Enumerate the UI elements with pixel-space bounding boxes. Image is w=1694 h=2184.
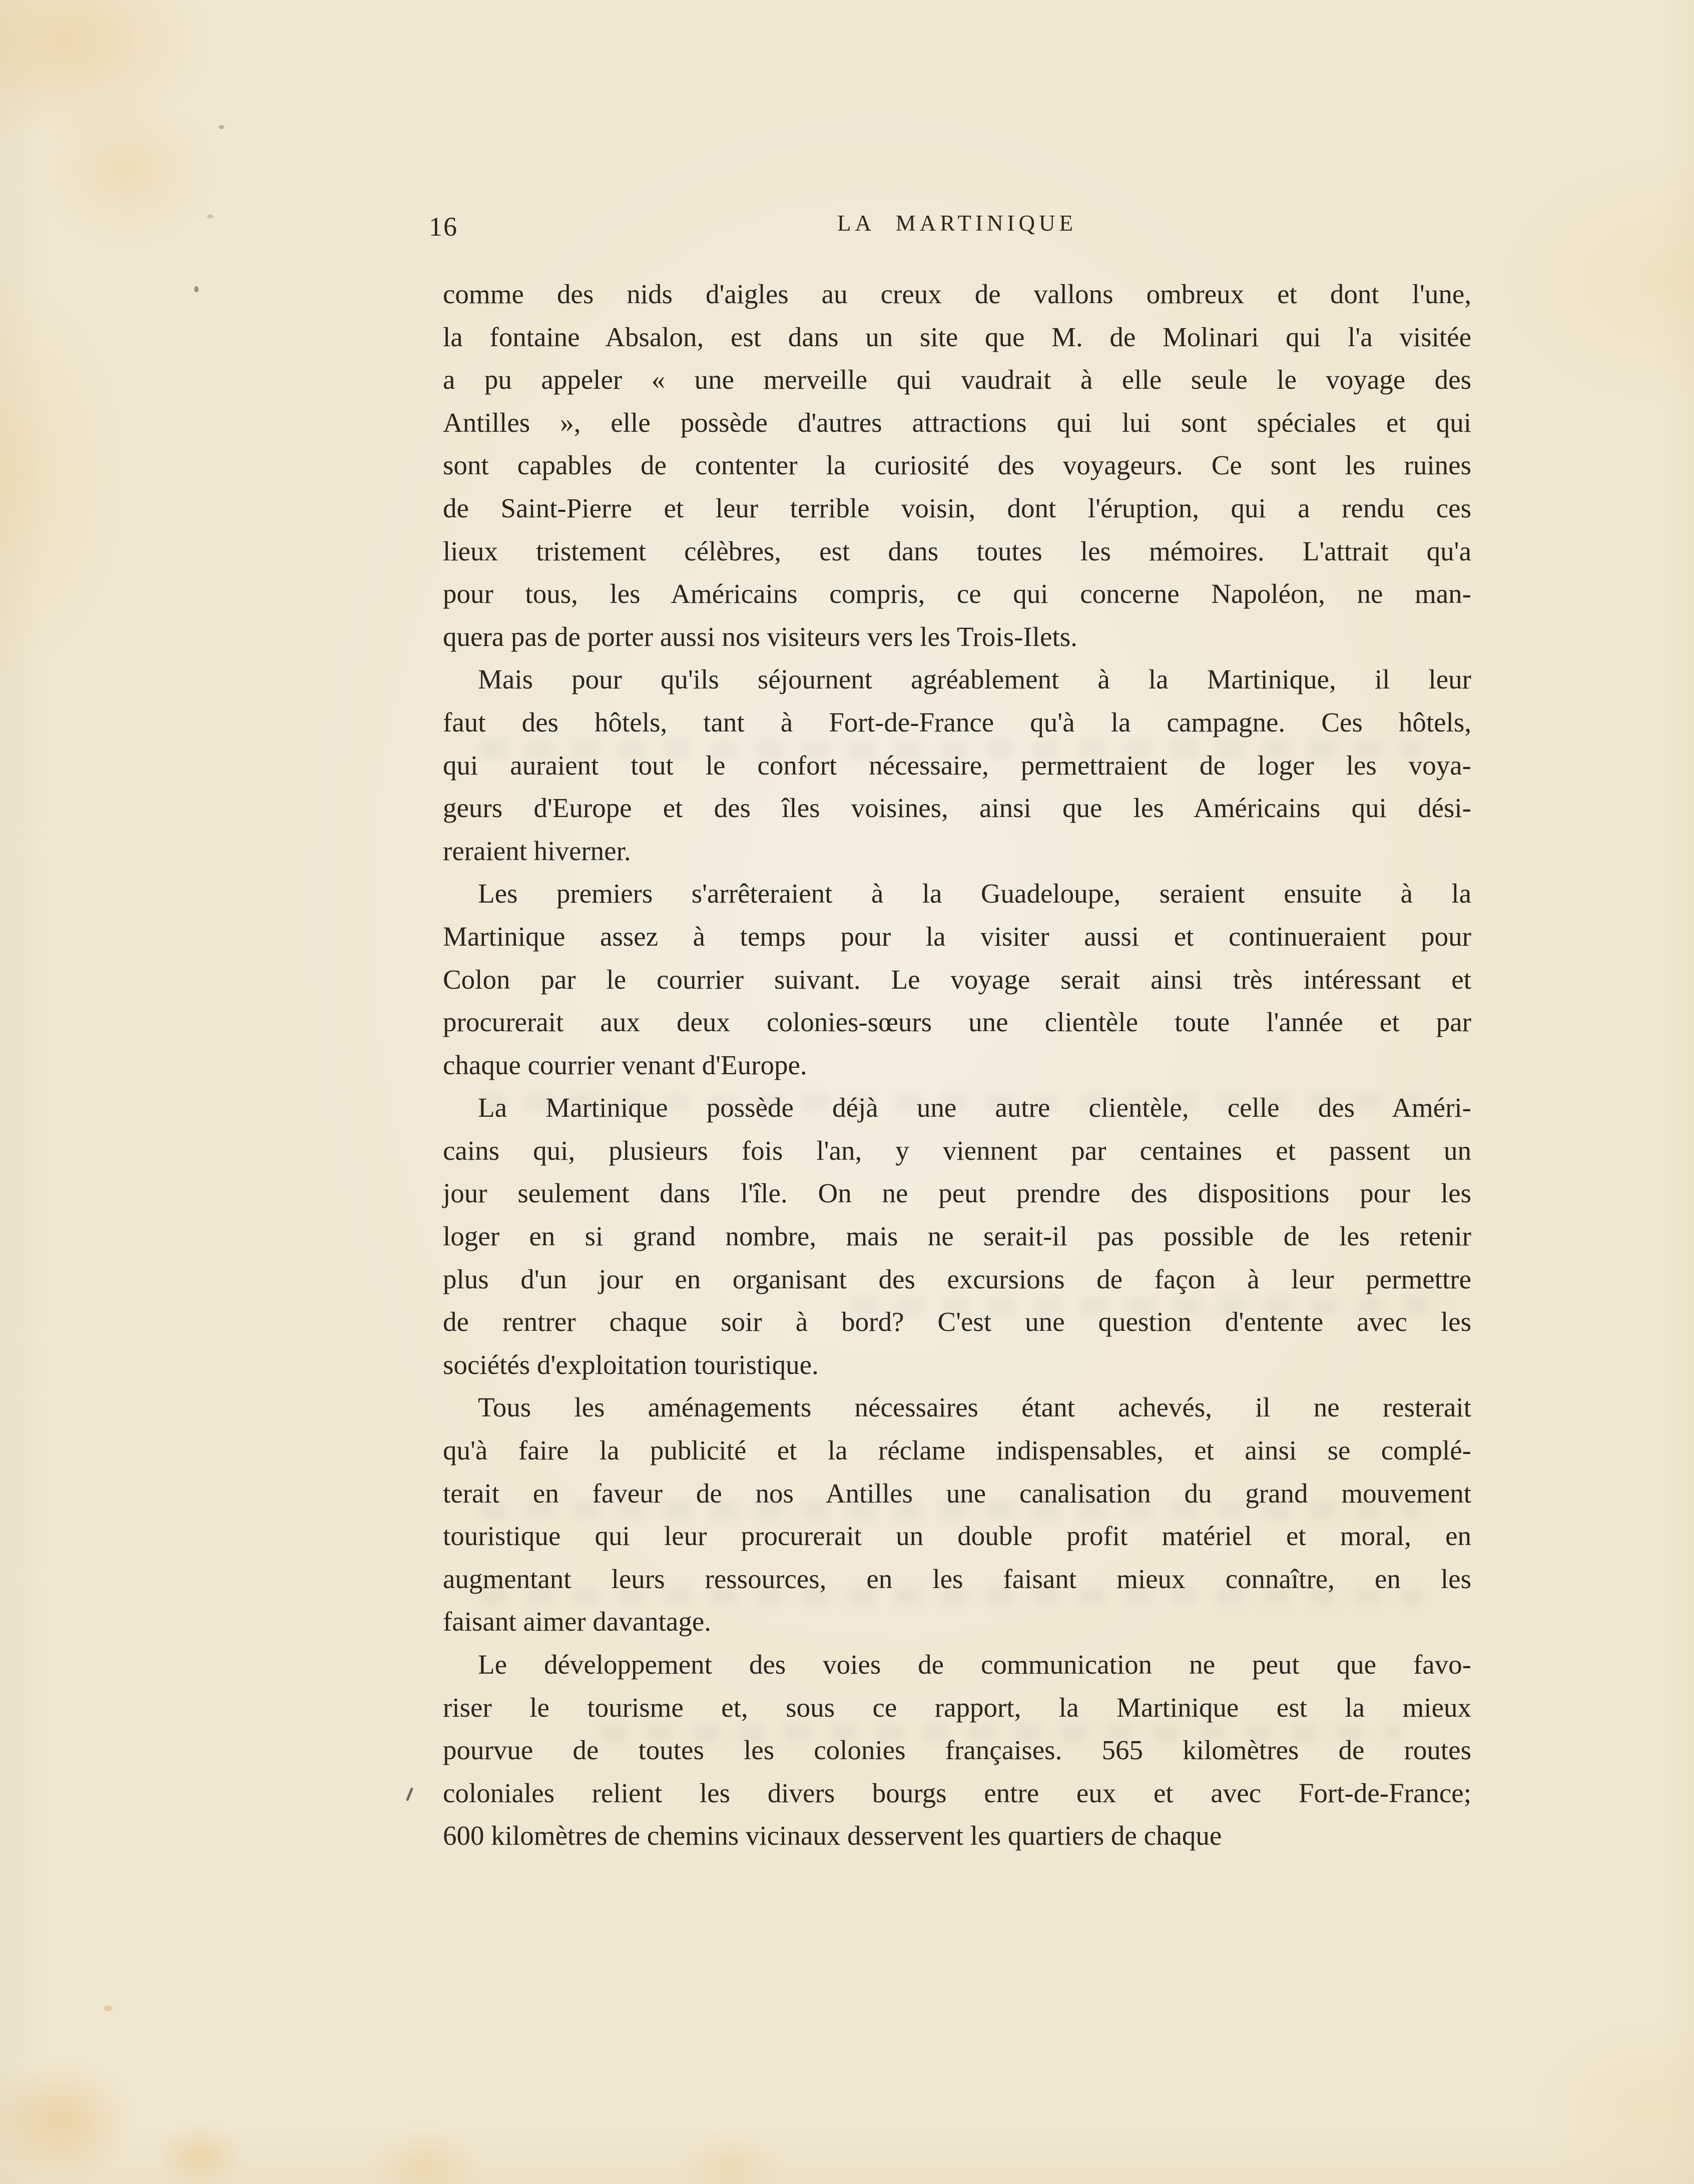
text-line: reraient hiverner. <box>443 835 631 866</box>
page-header <box>429 210 1471 250</box>
paragraph <box>443 658 1471 872</box>
text-line: augmentant leurs ressources, en les faisant mieux connaître, en les <box>443 1563 1471 1594</box>
text-line: chaque courrier venant d'Europe. <box>443 1049 807 1080</box>
paragraph <box>443 1643 1471 1857</box>
paragraph <box>443 1386 1471 1643</box>
text-line: lieux tristement célèbres, est dans toutes les mémoires. L'attrait qu'a <box>443 535 1471 566</box>
paragraph <box>443 1086 1471 1386</box>
text-line: la fontaine Absalon, est dans un site que M. de Molinari qui l'a visitée <box>443 321 1471 352</box>
paper-speck <box>406 1787 413 1801</box>
text-line: quera pas de porter aussi nos visiteurs vers les Trois-Ilets. <box>443 621 1077 652</box>
text-line: pourvue de toutes les colonies françaises. 565 kilomètres de routes <box>443 1735 1471 1766</box>
text-line: geurs d'Europe et des îles voisines, ainsi que les Américains qui dési- <box>443 793 1471 824</box>
text-line: sont capables de contenter la curiosité des voyageurs. Ce sont les ruines <box>443 450 1471 481</box>
text-line: sociétés d'exploitation touristique. <box>443 1349 819 1380</box>
paper-speck <box>207 214 213 219</box>
text-line: de Saint-Pierre et leur terrible voisin, dont l'éruption, qui a rendu ces <box>443 492 1471 523</box>
text-line: Tous les aménagements nécessaires étant achevés, il ne resterait <box>478 1392 1471 1423</box>
page-number: 16 <box>429 212 458 242</box>
text-line: plus d'un jour en organisant des excursions de façon à leur permettre <box>443 1263 1471 1294</box>
text-line: comme des nids d'aigles au creux de vallons ombreux et dont l'une, <box>443 279 1471 309</box>
text-line: jour seulement dans l'île. On ne peut prendre des dispositions pour les <box>443 1178 1471 1209</box>
text-line: faisant aimer davantage. <box>443 1606 711 1637</box>
text-line: touristique qui leur procurerait un double profit matériel et moral, en <box>443 1521 1471 1552</box>
text-line: faut des hôtels, tant à Fort-de-France qu'à la campagne. Ces hôtels, <box>443 706 1471 738</box>
text-line: terait en faveur de nos Antilles une canalisation du grand mouvement <box>443 1478 1471 1509</box>
text-line: a pu appeler « une merveille qui vaudrait à elle seule le voyage des <box>443 364 1471 395</box>
running-title: LA MARTINIQUE <box>837 211 1077 236</box>
text-line: Colon par le courrier suivant. Le voyage serait ainsi très intéressant et <box>443 964 1471 995</box>
text-line: cains qui, plusieurs fois l'an, y viennent par centaines et passent un <box>443 1135 1471 1166</box>
text-line: qu'à faire la publicité et la réclame indispensables, et ainsi se complé- <box>443 1435 1471 1466</box>
paper-speck <box>194 286 199 292</box>
text-line: Martinique assez à temps pour la visiter aussi et continueraient pour <box>443 921 1471 952</box>
text-line: Le développement des voies de communication ne peut que favo- <box>478 1649 1471 1680</box>
text-line: pour tous, les Américains compris, ce qui concerne Napoléon, ne man- <box>443 578 1471 609</box>
paper-speck <box>104 2005 112 2011</box>
text-line: riser le tourisme et, sous ce rapport, la Martinique est la mieux <box>443 1692 1471 1723</box>
text-line: Antilles », elle possède d'autres attractions qui lui sont spéciales et qui <box>443 407 1471 438</box>
text-line: coloniales relient les divers bourgs entre eux et avec Fort-de-France; <box>443 1777 1471 1808</box>
text-line: Mais pour qu'ils séjournent agréablement à la Martinique, il leur <box>478 664 1471 695</box>
text-line: Les premiers s'arrêteraient à la Guadeloupe, seraient ensuite à la <box>478 878 1471 909</box>
body-text <box>443 273 1471 1857</box>
paragraph <box>443 273 1471 658</box>
text-line: de rentrer chaque soir à bord? C'est une question d'entente avec les <box>443 1306 1471 1337</box>
text-line: loger en si grand nombre, mais ne serait-il pas possible de les retenir <box>443 1221 1471 1252</box>
text-line: 600 kilomètres de chemins vicinaux desservent les quartiers de chaque <box>443 1820 1222 1851</box>
text-line: procurerait aux deux colonies-sœurs une clientèle toute l'année et par <box>443 1007 1471 1038</box>
paper-speck <box>219 125 224 129</box>
text-line: qui auraient tout le confort nécessaire, permettraient de loger les voya- <box>443 750 1471 781</box>
paragraph <box>443 872 1471 1086</box>
text-line: La Martinique possède déjà une autre clientèle, celle des Améri- <box>478 1092 1471 1123</box>
